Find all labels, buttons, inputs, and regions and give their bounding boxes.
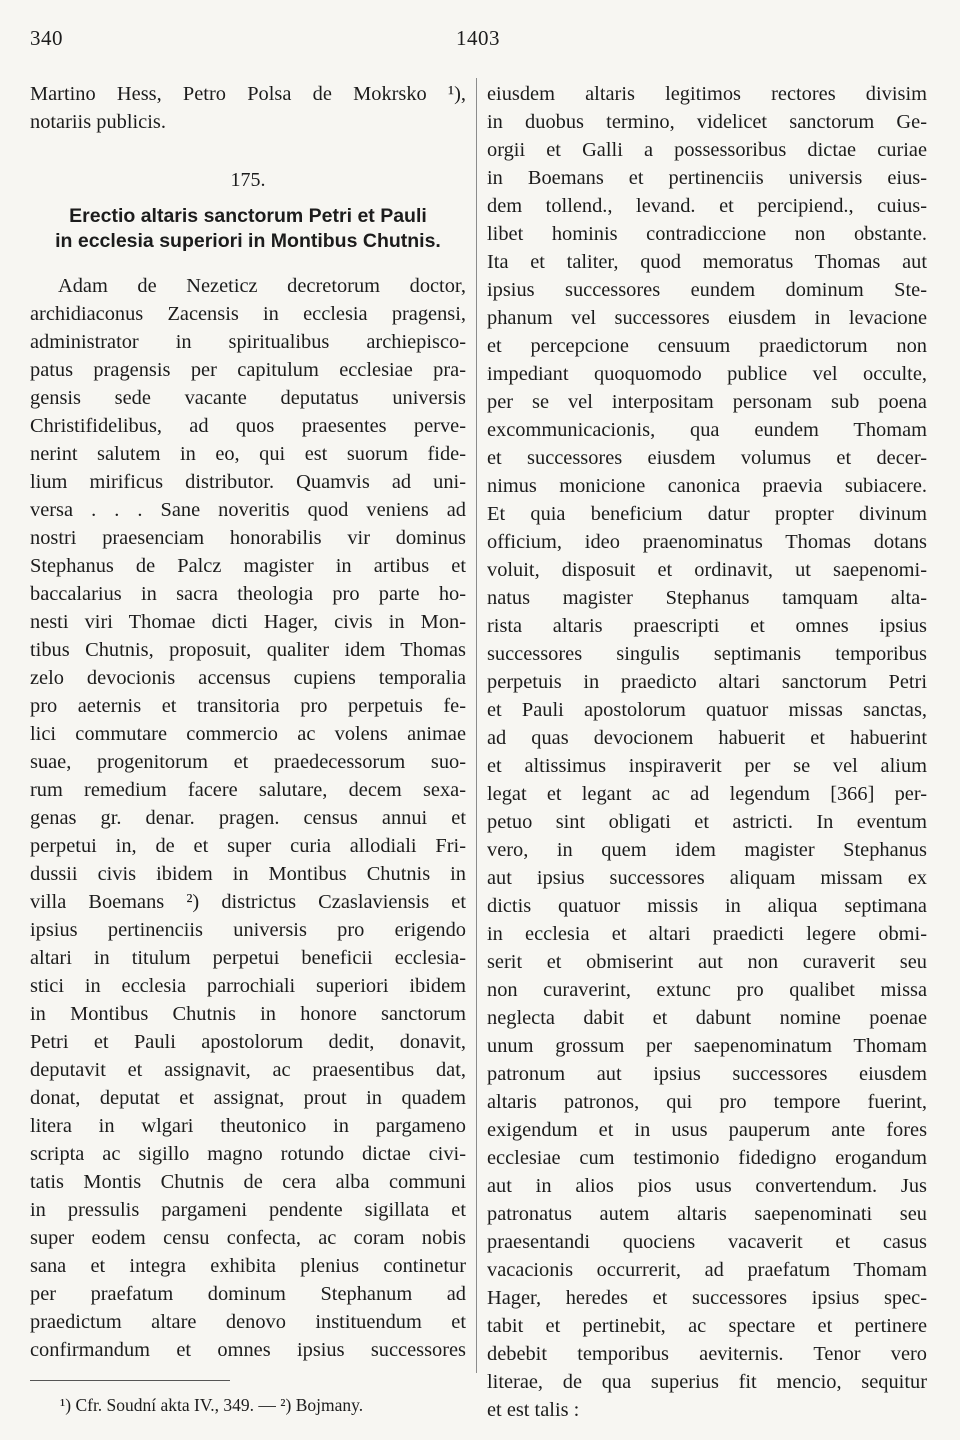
text-line: rum remedium facere salutare, decem sexa- — [30, 779, 466, 801]
text-line: sana et integra exhibita plenius continetur — [30, 1255, 466, 1277]
text-line: super eodem censu confecta, ac coram nobis — [30, 1227, 466, 1249]
text-line: legat et legant ac ad legendum [366] per- — [487, 783, 927, 805]
text-line: excommunicacionis, qua eundem Thomam — [487, 419, 927, 441]
text-line: impediant quoquomodo publice vel occulte, — [487, 363, 927, 385]
text-line: nesti viri Thomae dicti Hager, civis in Mon- — [30, 611, 466, 633]
text-line: litera in wlgari theutonico in pargameno — [30, 1115, 466, 1137]
text-line: tatis Montis Chutnis de cera alba communi — [30, 1171, 466, 1193]
page-number: 340 — [30, 26, 63, 50]
text-line: pro aeternis et transitoria pro perpetuis fe- — [30, 695, 466, 717]
text-line: lium mirificus distributor. Quamvis ad uni- — [30, 471, 466, 493]
text-line: serit et obmiserint aut non curaverit seu — [487, 951, 927, 973]
text-line: versa . . . Sane noveritis quod veniens ad — [30, 499, 466, 521]
text-line: in Montibus Chutnis in honore sanctorum — [30, 1003, 466, 1025]
text-line: donat, deputat et assignat, prout in quadem — [30, 1087, 466, 1109]
text-line: perpetuis in praedicto altari sanctorum Petri — [487, 671, 927, 693]
text-line: tabit et pertinebit, ac spectare et pertinere — [487, 1315, 927, 1337]
text-line: exigendum et in usus pauperum ante fores — [487, 1119, 927, 1141]
text-line: confirmandum et omnes ipsius successores — [30, 1339, 466, 1361]
text-line: dictis quatuor missis in aliqua septimana — [487, 895, 927, 917]
text-line: per se vel interpositam personam sub poena — [487, 391, 927, 413]
text-line: dussii civis ibidem in Montibus Chutnis in — [30, 863, 466, 885]
text-line: genas gr. denar. pragen. census annui et — [30, 807, 466, 829]
footnote-divider — [30, 1380, 230, 1381]
text-line: praesentandi quociens vacaverit et casus — [487, 1231, 927, 1253]
text-line: perpetui in, de et super curia allodiali Fri- — [30, 835, 466, 857]
text-line: et successores eiusdem volumus et decer- — [487, 447, 927, 469]
text-line: libet hominis contradiccione non obstante. — [487, 223, 927, 245]
text-line: patus pragensis per capitulum ecclesiae pra- — [30, 359, 466, 381]
text-line: nimus monicione canonica praevia subiacere. — [487, 475, 927, 497]
text-line: administrator in spiritualibus archiepisco- — [30, 331, 466, 353]
text-line: non curaverint, extunc pro qualibet missa — [487, 979, 927, 1001]
text-line: villa Boemans ²) districtus Czaslaviensis et — [30, 891, 466, 913]
text-line: et percepcione censuum praedictorum non — [487, 335, 927, 357]
text-line: scripta ac sigillo magno rotundo dictae civi- — [30, 1143, 466, 1165]
text-line: dem tollend., levand. et percipiend., cuius- — [487, 195, 927, 217]
text-line: tibus Chutnis, proposuit, qualiter idem Thomas — [30, 639, 466, 661]
left-body-text — [30, 272, 466, 1364]
text-line: nerint salutem in eo, qui est suorum fide- — [30, 443, 466, 465]
text-line: vacacionis occurrerit, ad praefatum Thomam — [487, 1259, 927, 1281]
text-line: rista altaris praescripti et omnes ipsius — [487, 615, 927, 637]
right-body-text — [487, 80, 927, 1424]
text-line: ecclesiae cum testimonio fidedigno erogandum — [487, 1147, 927, 1169]
text-line: in ecclesia et altari praedicti legere obmi- — [487, 923, 927, 945]
text-line: patronatus autem altaris saepenominati seu — [487, 1203, 927, 1225]
text-line: neglecta dabit et dabunt nomine poenae — [487, 1007, 927, 1029]
text-line: ipsius successores eundem dominum Ste- — [487, 279, 927, 301]
text-line: stici in ecclesia parrochiali superiori ibidem — [30, 975, 466, 997]
text-line: Hager, heredes et successores ipsius spec- — [487, 1287, 927, 1309]
text-line: altari in titulum perpetui beneficii ecclesia- — [30, 947, 466, 969]
footnotes: ¹) Cfr. Soudní akta IV., 349. — ²) Bojmany. — [60, 1395, 364, 1415]
text-line: Martino Hess, Petro Polsa de Mokrsko ¹), — [30, 83, 466, 105]
left-column — [30, 80, 466, 1417]
text-line: in duobus termino, videlicet sanctorum Ge- — [487, 111, 927, 133]
text-line: et altissimus inspiraverit per se vel alium — [487, 755, 927, 777]
title-line: in ecclesia superiori in Montibus Chutnis. — [55, 230, 441, 252]
text-line: unum grossum per saepenominatum Thomam — [487, 1035, 927, 1057]
text-line: archidiaconus Zacensis in ecclesia pragensi, — [30, 303, 466, 325]
opening-lines — [30, 80, 466, 136]
text-line: officium, ideo praenominatus Thomas dotans — [487, 531, 927, 553]
text-line: Adam de Nezeticz decretorum doctor, — [58, 275, 466, 297]
text-line: in Boemans et pertinenciis universis eius- — [487, 167, 927, 189]
text-line: literae, de qua superius fit mencio, sequitur — [487, 1371, 927, 1393]
right-column — [487, 80, 927, 1424]
text-line: patronum aut ipsius successores eiusdem — [487, 1063, 927, 1085]
text-line: gensis sede vacante deputatus universis — [30, 387, 466, 409]
text-line: lici commutare commercio ac volens animae — [30, 723, 466, 745]
text-line: successores singulis septimanis temporibus — [487, 643, 927, 665]
text-line: orgii et Galli a possessoribus dictae curiae — [487, 139, 927, 161]
text-line: Et quia beneficium datur propter divinum — [487, 503, 927, 525]
column-divider — [476, 78, 477, 1373]
document-title — [30, 204, 466, 254]
text-line: aut ipsius successores aliquam missam ex — [487, 867, 927, 889]
text-line: phanum vel successores eiusdem in levacione — [487, 307, 927, 329]
text-line: eiusdem altaris legitimos rectores divisim — [487, 83, 927, 105]
text-line: suae, progenitorum et praedecessorum suo- — [30, 751, 466, 773]
text-line: zelo devocionis accensus cupiens temporalia — [30, 667, 466, 689]
text-line: ipsius pertinenciis universis pro erigendo — [30, 919, 466, 941]
text-line: ad quas devocionem habuerit et habuerint — [487, 727, 927, 749]
text-line: natus magister Stephanus tamquam alta- — [487, 587, 927, 609]
text-line: Stephanus de Palcz magister in artibus et — [30, 555, 466, 577]
document-number: 175. — [230, 169, 266, 191]
text-line: et Pauli apostolorum quatuor missas sanctas, — [487, 699, 927, 721]
text-line: Christifidelibus, ad quos praesentes perve- — [30, 415, 466, 437]
text-line: debebit temporibus aeviternis. Tenor vero — [487, 1343, 927, 1365]
text-line: in pressulis pargameni pendente sigillata et — [30, 1199, 466, 1221]
text-line: deputavit et assignavit, ac praesentibus dat, — [30, 1059, 466, 1081]
text-line: Ita et taliter, quod memoratus Thomas aut — [487, 251, 927, 273]
text-line: aut in alios pios usus convertendum. Jus — [487, 1175, 927, 1197]
title-line: Erectio altaris sanctorum Petri et Pauli — [69, 205, 427, 227]
text-line: petuo sint obligati et astricti. In eventum — [487, 811, 927, 833]
text-line: altaris patronos, qui pro tempore fuerint, — [487, 1091, 927, 1113]
text-line: notariis publicis. — [30, 111, 166, 133]
text-line: vero, in quem idem magister Stephanus — [487, 839, 927, 861]
text-line: et est talis : — [487, 1399, 580, 1421]
text-line: baccalarius in sacra theologia pro parte ho- — [30, 583, 466, 605]
document-header-number: 1403 — [456, 26, 500, 50]
text-line: voluit, disposuit et ordinavit, ut saepenomi- — [487, 559, 927, 581]
text-line: nostri praesenciam honorabilis vir dominus — [30, 527, 466, 549]
text-line: praedictum altare denovo instituendum et — [30, 1311, 466, 1333]
text-line: Petri et Pauli apostolorum dedit, donavit, — [30, 1031, 466, 1053]
text-line: per praefatum dominum Stephanum ad — [30, 1283, 466, 1305]
